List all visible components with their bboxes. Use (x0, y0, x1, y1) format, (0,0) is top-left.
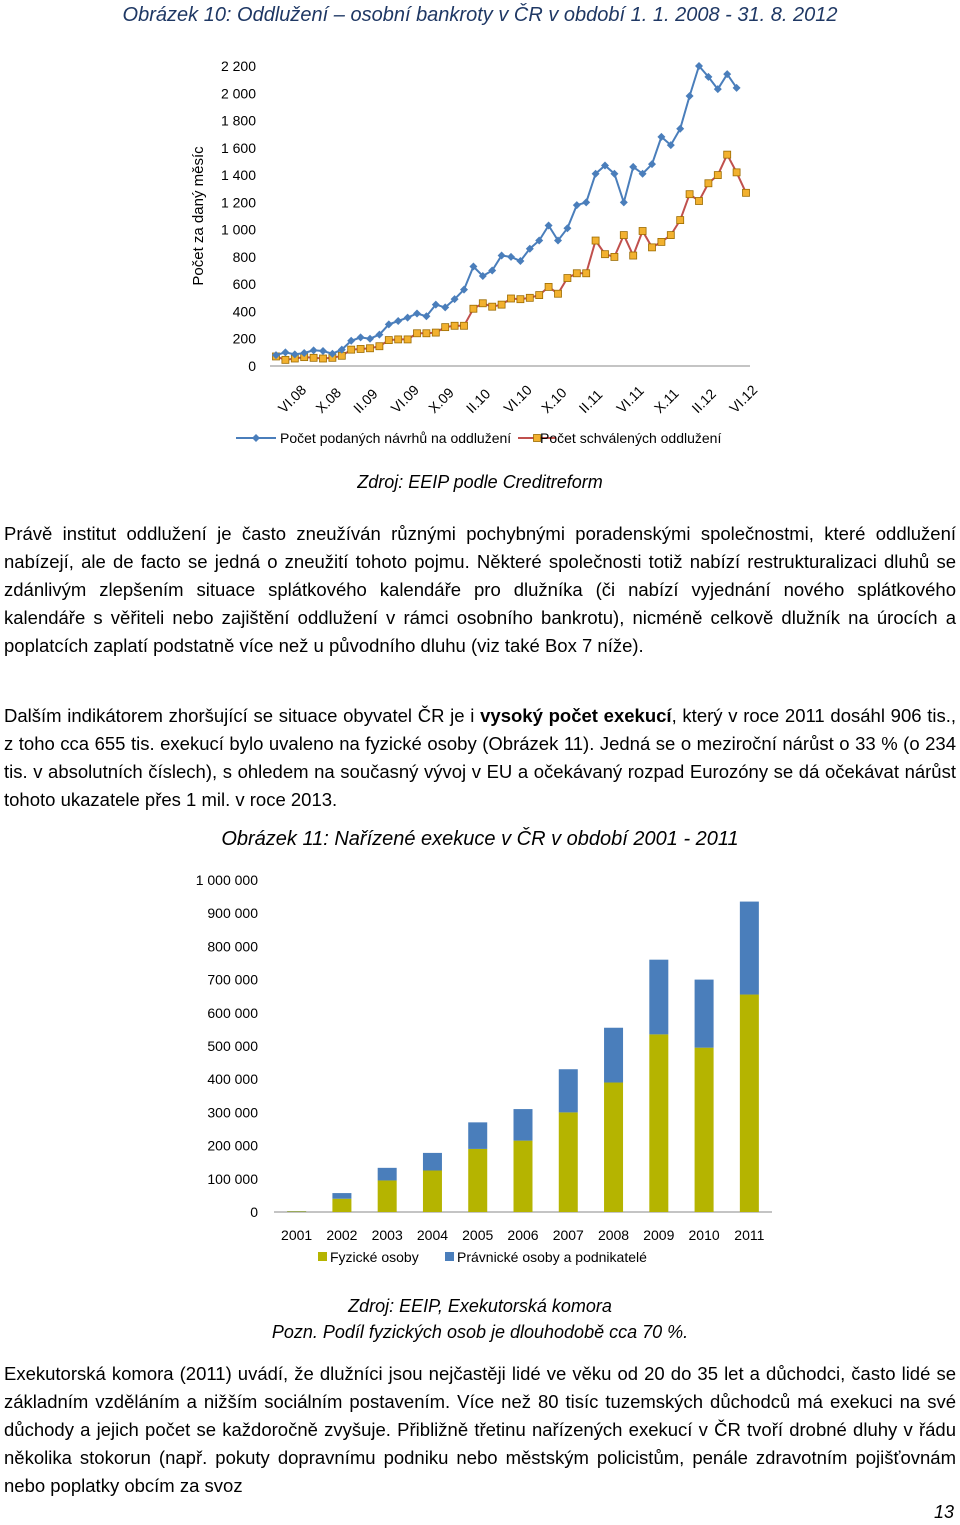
y-tick-label: 1 000 000 (195, 872, 258, 888)
approved-point (686, 191, 693, 198)
bar-pravnicke-osoby (423, 1153, 442, 1171)
approved-point (630, 252, 637, 259)
approved-point (508, 295, 515, 302)
bar-pravnicke-osoby (649, 960, 668, 1035)
approved-point (498, 301, 505, 308)
paragraph-2 (4, 702, 956, 814)
x-tick-label: VI.11 (613, 382, 647, 417)
approved-point (733, 169, 740, 176)
figure-10-source: Zdroj: EEIP podle Creditreform (357, 472, 603, 492)
bar-pravnicke-osoby (468, 1122, 487, 1149)
bar-fyzicke-osoby (740, 995, 759, 1212)
approved-point (517, 296, 524, 303)
paragraph-1: Právě institut oddlužení je často zneužíván různými pochybnými poradenskými společnostmi, které oddlužení nabízejí, ale de facto se jedná o zneužití tohoto pojmu. Některé společnosti totiž nabízí restrukturalizaci dluhů se zdánlivým zlepšením situace splátkového kalendáře pro dlužníka (či nabízí vyjednání nového splátkového kalendáře s věřiteli nebo zajištění oddlužení v rámci osobního bankrotu), nicméně celkově dlužník na úrocích a poplatcích zaplatí podstatně více než u původního dluhu (viz také Box 7 níže). (4, 523, 956, 656)
y-tick-label: 100 000 (207, 1170, 258, 1187)
approved-point (432, 329, 439, 336)
x-tick-label: X.08 (312, 384, 345, 417)
x-tick-label: 2010 (688, 1227, 720, 1243)
approved-point (479, 300, 486, 307)
filed-point (507, 253, 515, 261)
approved-point (376, 343, 383, 350)
y-tick-label: 0 (248, 358, 256, 374)
approved-point (555, 290, 562, 297)
paragraph-2-text-a: Dalším indikátorem zhoršující se situace obyvatel ČR je i (4, 705, 481, 726)
figure-11-source: Zdroj: EEIP, Exekutorská komora (348, 1296, 612, 1316)
personal-bankruptcy-line-chart (0, 40, 960, 460)
filed-point (394, 317, 402, 325)
x-tick-label: 2011 (734, 1227, 765, 1243)
y-tick-label: 600 (232, 276, 256, 293)
y-tick-label: 400 (232, 303, 256, 320)
approved-point (489, 303, 496, 310)
filed-point (404, 314, 412, 322)
approved-point (564, 275, 571, 282)
x-tick-label: X.11 (650, 385, 682, 417)
approved-point (536, 292, 543, 299)
x-tick-label: VI.08 (274, 381, 310, 417)
filed-point (281, 348, 289, 356)
approved-point (602, 251, 609, 258)
approved-point (282, 356, 289, 363)
bar-pravnicke-osoby (559, 1069, 578, 1112)
filed-point (357, 333, 365, 341)
y-tick-label: 500 000 (207, 1038, 258, 1054)
y-tick-label: 200 000 (207, 1137, 258, 1154)
approved-point (658, 238, 665, 245)
x-tick-label: 2007 (552, 1227, 584, 1243)
y-tick-label: 1 200 (220, 194, 256, 211)
bar-fyzicke-osoby (559, 1112, 578, 1212)
bar-pravnicke-osoby (695, 980, 714, 1048)
legend-approved-label: Počet schválených oddlužení (540, 430, 722, 446)
bar-fyzicke-osoby (423, 1171, 442, 1213)
executions-stacked-bar-chart (0, 860, 960, 1280)
approved-point (451, 322, 458, 329)
y-tick-label: 0 (250, 1204, 258, 1220)
approved-point (611, 253, 618, 260)
approved-point (639, 228, 646, 235)
approved-point (714, 172, 721, 179)
bar-pravnicke-osoby (740, 902, 759, 995)
y-axis-label: Počet za daný měsíc (190, 146, 207, 286)
x-tick-label: II.09 (350, 385, 381, 417)
filed-point (310, 346, 318, 354)
bar-fyzicke-osoby (468, 1149, 487, 1212)
x-tick-label: II.12 (688, 385, 719, 417)
x-tick-label: II.10 (462, 385, 494, 417)
x-tick-label: II.11 (575, 386, 606, 417)
bar-pravnicke-osoby (604, 1028, 623, 1083)
approved-point (461, 322, 468, 329)
approved-point (526, 294, 533, 301)
bar-fyzicke-osoby (514, 1141, 533, 1212)
y-tick-label: 1 000 (220, 221, 256, 238)
bar-fyzicke-osoby (332, 1199, 351, 1212)
paragraph-3: Exekutorská komora (2011) uvádí, že dlužníci jsou nejčastěji lidé ve věku od 20 do 35 let a důchodci, často lidé se základním vzděláním a nižším sociálním postavením. Více než 80 tisíc tuzemských důchodců má exekuci na své důchody a jejich počet se každoročně zvyšuje. Přibližně třetinu nařízených exekucí v ČR tvoří drobné dluhy v řádu několika stokorun (např. pokuty dopravnímu podniku nebo městským policistům, penále zdravotním pojišťovnám nebo poplatky obcím za svoz (4, 1363, 956, 1496)
y-tick-label: 200 (232, 330, 256, 347)
legend-fyzicke-label: Fyzické osoby (330, 1249, 419, 1265)
x-tick-label: 2006 (507, 1227, 539, 1243)
approved-point (573, 270, 580, 277)
x-tick-label: X.09 (425, 384, 457, 417)
x-tick-label: 2004 (416, 1227, 449, 1243)
approved-point (385, 337, 392, 344)
approved-point (592, 237, 599, 244)
paragraph-2-bold: vysoký počet exekucí (480, 705, 672, 726)
legend-filed-marker (252, 434, 260, 442)
legend-fyzicke-swatch (318, 1252, 327, 1261)
filed-point (319, 347, 327, 355)
y-tick-label: 1 600 (220, 139, 256, 156)
bar-fyzicke-osoby (695, 1048, 714, 1212)
x-tick-label: X.10 (538, 384, 570, 417)
approved-point (414, 330, 421, 337)
approved-point (545, 283, 552, 290)
y-tick-label: 900 000 (207, 905, 258, 922)
approved-point (470, 305, 477, 312)
bar-fyzicke-osoby (378, 1180, 397, 1212)
figure-10-title: Obrázek 10: Oddlužení – osobní bankroty v ČR v období 1. 1. 2008 - 31. 8. 2012 (122, 4, 838, 26)
series-filed-line (276, 66, 737, 355)
y-tick-label: 800 000 (207, 938, 258, 955)
y-tick-label: 2 200 (220, 58, 256, 74)
page-number: 13 (933, 1502, 954, 1522)
x-tick-label: 2009 (643, 1227, 675, 1243)
legend-pravnicke-label: Právnické osoby a podnikatelé (457, 1249, 647, 1265)
approved-point (649, 244, 656, 251)
legend-filed-label: Počet podaných návrhů na oddlužení (280, 430, 512, 446)
y-tick-label: 1 800 (220, 112, 256, 129)
x-tick-label: 2005 (462, 1227, 494, 1243)
bar-pravnicke-osoby (332, 1193, 351, 1199)
filed-point (573, 201, 581, 209)
filed-point (582, 198, 590, 206)
bar-fyzicke-osoby (604, 1083, 623, 1212)
filed-point (366, 335, 374, 343)
bar-pravnicke-osoby (514, 1109, 533, 1141)
approved-point (620, 232, 627, 239)
y-tick-label: 600 000 (207, 1004, 258, 1021)
x-tick-label: 2001 (281, 1227, 313, 1243)
approved-point (357, 345, 364, 352)
figure-11-title: Obrázek 11: Nařízené exekuce v ČR v období 2001 - 2011 (221, 828, 739, 850)
paragraph-2-text-b: , který v roce 2011 dosáhl 906 tis., z toho cca 655 tis. exekucí bylo uvaleno na fyzické osoby (Obrázek 11). Jedná se o meziroční nárůst o 33 % (o 234 tis. v absolutních číslech), s ohledem na současný vývoj v EU a očekávaný rozpad Eurozóny se dá očekávat nárůst tohoto ukazatele přes 1 mil. v roce 2013. (4, 705, 957, 810)
figure-11-note: Pozn. Podíl fyzických osob je dlouhodobě cca 70 %. (271, 1322, 689, 1342)
approved-point (320, 355, 327, 362)
x-tick-label: 2003 (371, 1227, 403, 1243)
filed-point (686, 92, 694, 100)
approved-point (348, 346, 355, 353)
filed-point (620, 198, 628, 206)
y-tick-label: 2 000 (220, 85, 256, 102)
approved-point (724, 151, 731, 158)
approved-point (667, 232, 674, 239)
x-tick-label: 2002 (326, 1227, 358, 1243)
y-tick-label: 800 (232, 248, 256, 265)
approved-point (404, 336, 411, 343)
y-tick-label: 700 000 (207, 971, 258, 988)
approved-point (705, 180, 712, 187)
bar-pravnicke-osoby (378, 1168, 397, 1181)
y-tick-label: 300 000 (207, 1104, 258, 1121)
approved-point (442, 324, 449, 331)
bar-fyzicke-osoby (287, 1211, 306, 1212)
bar-fyzicke-osoby (649, 1034, 668, 1212)
legend-pravnicke-swatch (445, 1252, 454, 1261)
approved-point (367, 345, 374, 352)
filed-point (676, 125, 684, 133)
approved-point (395, 336, 402, 343)
filed-point (413, 310, 421, 318)
approved-point (310, 354, 317, 361)
approved-point (423, 330, 430, 337)
approved-point (677, 217, 684, 224)
y-tick-label: 400 000 (207, 1071, 258, 1088)
y-tick-label: 1 400 (220, 167, 256, 184)
x-tick-label: VI.10 (500, 381, 535, 417)
x-tick-label: VI.12 (726, 381, 761, 417)
approved-point (583, 270, 590, 277)
x-tick-label: VI.09 (387, 381, 423, 417)
approved-point (743, 189, 750, 196)
x-tick-label: 2008 (597, 1227, 630, 1243)
approved-point (696, 198, 703, 205)
